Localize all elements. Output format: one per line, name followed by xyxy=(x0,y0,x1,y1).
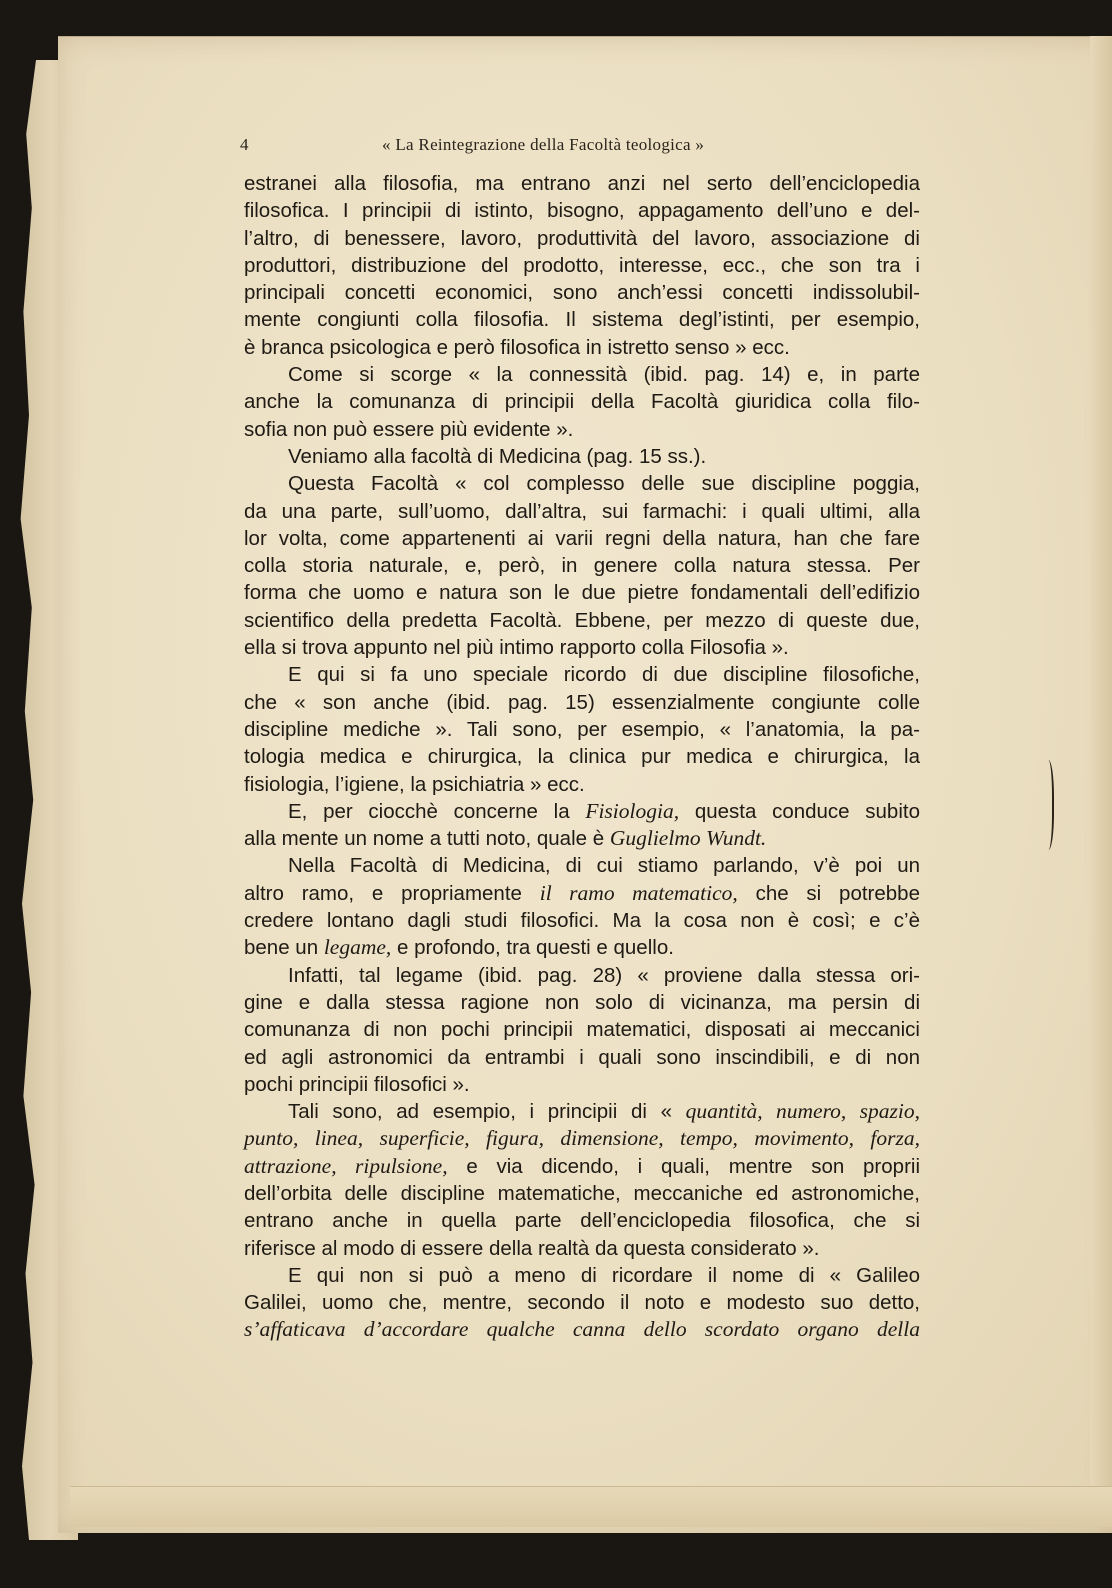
text-line: colla storia naturale, e, però, in genere colla natura stessa. Per xyxy=(244,554,920,578)
text-line: riferisce al modo di essere della realtà da questa considerato ». xyxy=(244,1236,820,1260)
text-line-with-italic xyxy=(244,798,920,825)
line-text: altro ramo, e propriamente xyxy=(244,881,540,905)
italic-term: attrazione, ripulsione, xyxy=(244,1153,448,1178)
italic-text-line: s’affaticava d’accordare qualche canna dello scordato organo della xyxy=(244,1317,920,1342)
binding-mark xyxy=(1040,760,1054,850)
text-line: forma che uomo e natura son le due pietre fondamentali dell’edifizio xyxy=(244,581,920,605)
italic-term: punto, linea, superficie, figura, dimensione, tempo, movimento, forza, xyxy=(244,1126,920,1151)
line-text: E, per ciocchè concerne la xyxy=(288,799,586,823)
text-line: comunanza di non pochi principii matematici, disposati ai meccanici xyxy=(244,1018,920,1042)
text-line: ed agli astronomici da entrambi i quali sono inscindibili, e di non xyxy=(244,1045,920,1069)
text-line: anche la comunanza di principii della Facoltà giuridica colla filo- xyxy=(244,390,920,414)
text-line: E qui non si può a meno di ricordare il nome di « Galileo xyxy=(288,1263,920,1287)
line-text: e profondo, tra questi e quello. xyxy=(391,936,674,960)
text-line: dell’orbita delle discipline matematiche, meccaniche ed astronomiche, xyxy=(244,1181,920,1205)
text-line-with-italic xyxy=(244,825,920,852)
text-line-with-italic xyxy=(244,1153,920,1180)
text-line: l’altro, di benessere, lavoro, produttività del lavoro, associazione di xyxy=(244,226,920,250)
text-line-with-italic xyxy=(244,1098,920,1125)
text-line: sofia non può essere più evidente ». xyxy=(244,417,574,441)
text-line: E qui si fa uno speciale ricordo di due discipline filosofiche, xyxy=(288,663,920,687)
text-line: pochi principii filosofici ». xyxy=(244,1072,470,1096)
text-line: Come si scorge « la connessità (ibid. pag. 14) e, in parte xyxy=(288,363,920,387)
text-line: è branca psicologica e però filosofica in istretto senso » ecc. xyxy=(244,335,790,359)
text-line-with-italic xyxy=(244,934,920,961)
line-text: che si potrebbe xyxy=(737,881,920,905)
italic-term: il ramo matematico, xyxy=(539,880,738,905)
text-line: lor volta, come appartenenti ai varii regni della natura, han che fare xyxy=(244,526,920,550)
text-line: estranei alla filosofia, ma entrano anzi nel serto dell’enciclopedia xyxy=(244,172,920,195)
text-line: produttori, distribuzione del prodotto, interesse, ecc., che son tra i xyxy=(244,253,920,277)
text-line: Galilei, uomo che, mentre, secondo il noto e modesto suo detto, xyxy=(244,1291,920,1315)
line-text: alla mente un nome a tutti noto, quale è xyxy=(244,827,610,851)
text-line: gine e dalla stessa ragione non solo di vicinanza, ma persin di xyxy=(244,990,920,1014)
text-line: tologia medica e chirurgica, la clinica pur medica e chirurgica, la xyxy=(244,745,920,769)
text-line: principali concetti economici, sono anch’essi concetti indissolubil- xyxy=(244,281,920,305)
italic-term: quantità, numero, spazio, xyxy=(685,1099,920,1124)
text-line: scientifico della predetta Facoltà. Ebbene, per mezzo di queste due, xyxy=(244,608,920,632)
line-text: e via dicendo, i quali, mentre son proprii xyxy=(447,1154,920,1178)
right-page-edge xyxy=(1090,36,1112,1496)
line-text: bene un xyxy=(244,936,324,960)
line-text: questa conduce subito xyxy=(679,799,920,823)
italic-name: Guglielmo Wundt. xyxy=(609,826,767,851)
text-line: che « son anche (ibid. pag. 15) essenzialmente congiunte colle xyxy=(244,690,920,714)
text-line: Infatti, tal legame (ibid. pag. 28) « proviene dalla stessa ori- xyxy=(288,963,920,987)
text-line-with-italic xyxy=(244,1125,920,1152)
text-line: da una parte, sull’uomo, dall’altra, sui farmachi: i quali ultimi, alla xyxy=(244,499,920,523)
text-line: Nella Facoltà di Medicina, di cui stiamo parlando, v’è poi un xyxy=(288,854,920,878)
body-text xyxy=(244,170,920,1344)
line-text: Tali sono, ad esempio, i principii di « xyxy=(288,1100,686,1124)
running-title: « La Reintegrazione della Facoltà teologica » xyxy=(382,135,705,154)
bottom-page-edge xyxy=(70,1486,1112,1527)
text-line: credere lontano dagli studi filosofici. Ma la cosa non è così; e c’è xyxy=(244,909,920,933)
text-line: ella si trova appunto nel più intimo rapporto colla Filosofia ». xyxy=(244,636,789,660)
text-line: discipline mediche ». Tali sono, per esempio, « l’anatomia, la pa- xyxy=(244,717,920,741)
italic-term: legame, xyxy=(323,935,392,960)
text-line: mente congiunti colla filosofia. Il sistema degl’istinti, per esempio, xyxy=(244,308,920,332)
page-header xyxy=(0,133,1112,159)
page-number: 4 xyxy=(240,135,249,154)
text-line: fisiologia, l’igiene, la psichiatria » ecc. xyxy=(244,772,585,796)
text-line: entrano anche in quella parte dell’enciclopedia filosofica, che si xyxy=(244,1209,920,1233)
text-line: Veniamo alla facoltà di Medicina (pag. 15 ss.). xyxy=(288,444,707,468)
text-line-with-italic xyxy=(244,880,920,907)
italic-term: Fisiologia, xyxy=(585,798,680,823)
text-line: filosofica. I principii di istinto, bisogno, appagamento dell’uno e del- xyxy=(244,199,920,223)
text-line: Questa Facoltà « col complesso delle sue discipline poggia, xyxy=(288,472,920,496)
